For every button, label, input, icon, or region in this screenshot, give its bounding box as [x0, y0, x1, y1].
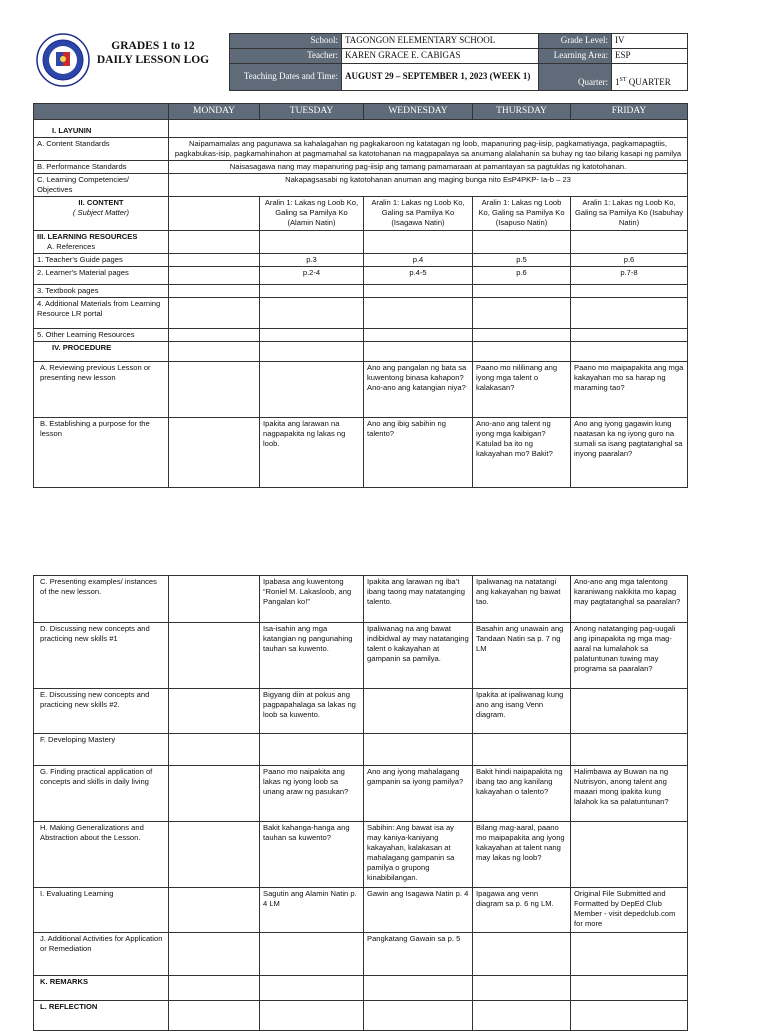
- learners-material-label: 2. Learner's Material pages: [34, 266, 169, 284]
- tg-wednesday: p.4: [364, 253, 473, 266]
- school-label: School:: [230, 34, 342, 49]
- lm-monday: [169, 266, 260, 284]
- procedure-c-friday: Ano-ano ang mga talentong karaniwang nakikita mo kapag may pagtatanghal sa paaralan?: [571, 576, 688, 623]
- references-label: A. References: [47, 241, 96, 251]
- textbook-wednesday: [364, 284, 473, 297]
- quarter-suffix: ST: [619, 76, 627, 83]
- learning-resources-heading: [34, 230, 169, 253]
- procedure-g-monday: [169, 766, 260, 822]
- procedure-g-tuesday: Paano mo naipakita ang lakas ng iyong loob sa unang araw ng pasukan?: [260, 766, 364, 822]
- procedure-b-monday: [169, 417, 260, 487]
- procedure-b-tuesday: Ipakita ang larawan na nagpapakita ng lakas ng loob.: [260, 417, 364, 487]
- additional-materials-label: 4. Additional Materials from Learning Resource LR portal: [34, 297, 169, 328]
- procedure-label-b: B. Establishing a purpose for the lesson: [34, 417, 169, 487]
- procedure-label-d: [34, 623, 169, 689]
- resources-thursday: [473, 230, 571, 253]
- remarks-friday: [571, 976, 688, 1001]
- performance-standards-label: B. Performance Standards: [34, 160, 169, 173]
- competencies-text: Nakapagsasabi ng katotohanan anuman ang maging bunga nito EsP4PKP- Ia-b – 23: [169, 173, 688, 196]
- other-resources-label: 5. Other Learning Resources: [34, 328, 169, 341]
- learning-area-value: ESP: [612, 48, 688, 63]
- procedure-label-i: I. Evaluating Learning: [34, 888, 169, 933]
- quarter-word: QUARTER: [626, 76, 671, 87]
- procedure-e-tuesday: Bigyang diin at pokus ang pagpapahalaga sa lakas ng loob sa kuwento.: [260, 689, 364, 734]
- procedure-j-friday: [571, 933, 688, 976]
- resources-monday: [169, 230, 260, 253]
- tg-friday: p.6: [571, 253, 688, 266]
- procedure-label-e: E. Discussing new concepts and practicing new skills #2.: [34, 689, 169, 734]
- content-label: II. CONTENT: [78, 197, 124, 207]
- content-monday: [169, 196, 260, 230]
- procedure-i-tuesday: Sagutin ang Alamin Natin p. 4 LM: [260, 888, 364, 933]
- title-line-2: DAILY LESSON LOG: [96, 53, 210, 66]
- textbook-pages-label: 3. Textbook pages: [34, 284, 169, 297]
- procedure-h-friday: [571, 822, 688, 888]
- textbook-tuesday: [260, 284, 364, 297]
- remarks-label: K. REMARKS: [34, 976, 169, 1001]
- other-tuesday: [260, 328, 364, 341]
- grade-level-value: IV: [612, 34, 688, 49]
- remarks-thursday: [473, 976, 571, 1001]
- procedure-d-friday: Anong natatanging pag-uugali ang ipinapakita ng mga mag-aaral na lumalahok sa palatuntunan tuwing may programa sa paaralan?: [571, 623, 688, 689]
- procedure-d-monday: [169, 623, 260, 689]
- additional-wednesday: [364, 297, 473, 328]
- procedure-d-text: D. Discussing new concepts and practicing new skills #1: [40, 624, 150, 644]
- day-header-tuesday: TUESDAY: [260, 104, 364, 120]
- procedure-j-monday: [169, 933, 260, 976]
- procedure-h-tuesday: Bakit kahanga-hanga ang tauhan sa kuwento?: [260, 822, 364, 888]
- procedure-i-friday: Original File Submitted and Formatted by DepEd Club Member - visit depedclub.com for more: [571, 888, 688, 933]
- lm-friday: p.7-8: [571, 266, 688, 284]
- reflection-friday: [571, 1001, 688, 1031]
- day-header-monday: MONDAY: [169, 104, 260, 120]
- learning-resources-label: III. LEARNING RESOURCES: [37, 231, 138, 241]
- quarter-label: Quarter:: [539, 63, 612, 90]
- lm-tuesday: p.2-4: [260, 266, 364, 284]
- deped-seal-logo: [36, 33, 90, 87]
- procedure-c-tuesday: Ipabasa ang kuwentong “Roniel M. Lakasloob, ang Pangalan ko!”: [260, 576, 364, 623]
- remarks-tuesday: [260, 976, 364, 1001]
- procedure-h-wednesday: Sabihin: Ang bawat isa ay may kaniya-kaniyang kakayahan, kalakasan at mahalagang gampanin sa pamilya o grupong kinabibilangan.: [364, 822, 473, 888]
- procedure-f-tuesday: [260, 734, 364, 766]
- grade-level-label: Grade Level:: [539, 34, 612, 49]
- procedure-label-j: J. Additional Activities for Application or Remediation: [34, 933, 169, 976]
- procedure-e-thursday: Ipakita at ipaliwanag kung ano ang isang Venn diagram.: [473, 689, 571, 734]
- procedure-a-wednesday: Ano ang pangalan ng bata sa kuwentong binasa kahapon? Ano-ano ang katangian niya?: [364, 361, 473, 417]
- layunin-heading: I. LAYUNIN: [34, 119, 169, 137]
- procedure-d-thursday: Basahin ang unawain ang Tandaan Natin sa p. 7 ng LM: [473, 623, 571, 689]
- procedure-label-g: G. Finding practical application of concepts and skills in daily living: [34, 766, 169, 822]
- day-header-wednesday: WEDNESDAY: [364, 104, 473, 120]
- procedure-b-wednesday: Ano ang ibig sabihin ng talento?: [364, 417, 473, 487]
- procedure-j-wednesday: Pangkatang Gawain sa p. 5: [364, 933, 473, 976]
- procedure-a-tuesday: [260, 361, 364, 417]
- additional-thursday: [473, 297, 571, 328]
- reflection-tuesday: [260, 1001, 364, 1031]
- lm-wednesday: p.4-5: [364, 266, 473, 284]
- procedure-b-thursday: Ano-ano ang talent ng iyong mga kaibigan? Katulad ba ito ng kakayahan mo? Bakit?: [473, 417, 571, 487]
- procedure-c-monday: [169, 576, 260, 623]
- procedure-label-h: H. Making Generalizations and Abstraction about the Lesson.: [34, 822, 169, 888]
- corner-cell: [34, 104, 169, 120]
- procedure-label-a: A. Reviewing previous Lesson or presenting new lesson: [34, 361, 169, 417]
- procedure-label-f: F. Developing Mastery: [34, 734, 169, 766]
- procedure-i-wednesday: Gawin ang Isagawa Natin p. 4: [364, 888, 473, 933]
- procedure-label-c: C. Presenting examples/ instances of the new lesson.: [34, 576, 169, 623]
- content-tuesday: Aralin 1: Lakas ng Loob Ko, Galing sa Pamilya Ko (Alamin Natin): [260, 196, 364, 230]
- school-value: TAGONGON ELEMENTARY SCHOOL: [342, 34, 539, 49]
- learning-area-label: Learning Area:: [539, 48, 612, 63]
- procedure-a-friday: Paano mo maipapakita ang mga kakayahan mo sa harap ng maraming tao?: [571, 361, 688, 417]
- procedure-h-thursday: Bilang mag-aaral, paano mo maipapakita ang iyong kakayahan at talent nang may lakas ng loob?: [473, 822, 571, 888]
- tg-monday: [169, 253, 260, 266]
- procedure-tuesday: [260, 341, 364, 361]
- procedure-g-thursday: Bakit hindi naipapakita ng ibang tao ang kanilang kakayahan o talento?: [473, 766, 571, 822]
- quarter-value: [612, 63, 688, 90]
- procedure-f-friday: [571, 734, 688, 766]
- procedure-heading: IV. PROCEDURE: [34, 341, 169, 361]
- content-sub-label: ( Subject Matter): [72, 207, 130, 217]
- textbook-friday: [571, 284, 688, 297]
- textbook-thursday: [473, 284, 571, 297]
- procedure-h-monday: [169, 822, 260, 888]
- teacher-value: KAREN GRACE E. CABIGAS: [342, 48, 539, 63]
- procedure-e-wednesday: [364, 689, 473, 734]
- procedure-f-monday: [169, 734, 260, 766]
- procedure-e-monday: [169, 689, 260, 734]
- procedure-a-thursday: Paano mo nililinang ang iyong mga talent o kalakasan?: [473, 361, 571, 417]
- tg-tuesday: p.3: [260, 253, 364, 266]
- performance-standards-text: Naisasagawa nang may mapanuring pag-iisip ang tamang pamamaraan at pamantayan sa pagtuklas ng katotohanan.: [169, 160, 688, 173]
- competencies-label: C. Learning Competencies/ Objectives: [34, 173, 169, 196]
- procedure-i-monday: [169, 888, 260, 933]
- title-line-1: GRADES 1 to 12: [111, 40, 195, 52]
- procedure-j-tuesday: [260, 933, 364, 976]
- content-wednesday: Aralin 1: Lakas ng Loob Ko, Galing sa Pamilya Ko (Isagawa Natin): [364, 196, 473, 230]
- procedure-wednesday: [364, 341, 473, 361]
- document-title: [88, 40, 218, 68]
- resources-wednesday: [364, 230, 473, 253]
- procedure-c-wednesday: Ipakita ang larawan ng iba’t ibang taong may natatanging talento.: [364, 576, 473, 623]
- procedure-f-thursday: [473, 734, 571, 766]
- header-info-table: [229, 33, 688, 91]
- procedure-friday: [571, 341, 688, 361]
- procedure-d-wednesday: Ipaliwanag na ang bawat indibidwal ay may natatanging talent o kakayahan at gampanin sa pamilya.: [364, 623, 473, 689]
- teaching-dates-label: Teaching Dates and Time:: [230, 63, 342, 90]
- lesson-log-table-page-1: [33, 103, 688, 488]
- teaching-dates-value: AUGUST 29 – SEPTEMBER 1, 2023 (WEEK 1): [342, 63, 539, 90]
- procedure-a-monday: [169, 361, 260, 417]
- lm-thursday: p.6: [473, 266, 571, 284]
- procedure-g-wednesday: Ano ang iyong mahalagang gampanin sa iyong pamilya?: [364, 766, 473, 822]
- textbook-monday: [169, 284, 260, 297]
- additional-friday: [571, 297, 688, 328]
- content-standards-label: A. Content Standards: [34, 137, 169, 160]
- additional-tuesday: [260, 297, 364, 328]
- reflection-label: L. REFLECTION: [34, 1001, 169, 1031]
- teachers-guide-label: 1. Teacher's Guide pages: [34, 253, 169, 266]
- procedure-i-thursday: Ipagawa ang venn diagram sa p. 6 ng LM.: [473, 888, 571, 933]
- tg-thursday: p.5: [473, 253, 571, 266]
- day-header-thursday: THURSDAY: [473, 104, 571, 120]
- procedure-b-friday: Ano ang iyong gagawin kung naatasan ka ng iyong guro na sumali sa isang pagtatanghal sa inyong paaralan?: [571, 417, 688, 487]
- procedure-j-thursday: [473, 933, 571, 976]
- procedure-c-thursday: Ipaliwanag na natatangi ang kakayahan ng bawat tao.: [473, 576, 571, 623]
- procedure-e-friday: [571, 689, 688, 734]
- content-friday: Aralin 1: Lakas ng Loob Ko, Galing sa Pamilya Ko (Isabuhay Natin): [571, 196, 688, 230]
- remarks-wednesday: [364, 976, 473, 1001]
- quarter-number: 1: [615, 76, 620, 87]
- remarks-monday: [169, 976, 260, 1001]
- reflection-monday: [169, 1001, 260, 1031]
- other-wednesday: [364, 328, 473, 341]
- content-standards-text: Naipamamalas ang pagunawa sa kahalagahan ng pagkakaroon ng katatagan ng loob, mapanuring pag-iisip, pagkamatiyaga, pagkamapagtiis, pagkabukas-isip, pagkamahinahon at pagmamahal sa katotohanan na magpapalaya sa anumang alalahanin sa buhay ng tao bilang kasapi ng pamilya: [169, 137, 688, 160]
- other-friday: [571, 328, 688, 341]
- reflection-thursday: [473, 1001, 571, 1031]
- resources-friday: [571, 230, 688, 253]
- procedure-monday: [169, 341, 260, 361]
- reflection-wednesday: [364, 1001, 473, 1031]
- content-heading: [34, 196, 169, 230]
- procedure-g-friday: Halimbawa ay Buwan na ng Nutrisyon, anong talent ang maaari mong ipakita kung lalahok ka sa palatuntunan?: [571, 766, 688, 822]
- additional-monday: [169, 297, 260, 328]
- procedure-d-tuesday: Isa-isahin ang mga katangian ng pangunahing tauhan sa kuwento.: [260, 623, 364, 689]
- content-thursday: Aralin 1: Lakas ng Loob Ko, Galing sa Pamilya Ko (Isapuso Natin): [473, 196, 571, 230]
- day-header-friday: FRIDAY: [571, 104, 688, 120]
- procedure-f-wednesday: [364, 734, 473, 766]
- other-monday: [169, 328, 260, 341]
- layunin-cell: [169, 119, 688, 137]
- resources-tuesday: [260, 230, 364, 253]
- teacher-label: Teacher:: [230, 48, 342, 63]
- lesson-log-table-page-2: [33, 575, 688, 1031]
- other-thursday: [473, 328, 571, 341]
- procedure-thursday: [473, 341, 571, 361]
